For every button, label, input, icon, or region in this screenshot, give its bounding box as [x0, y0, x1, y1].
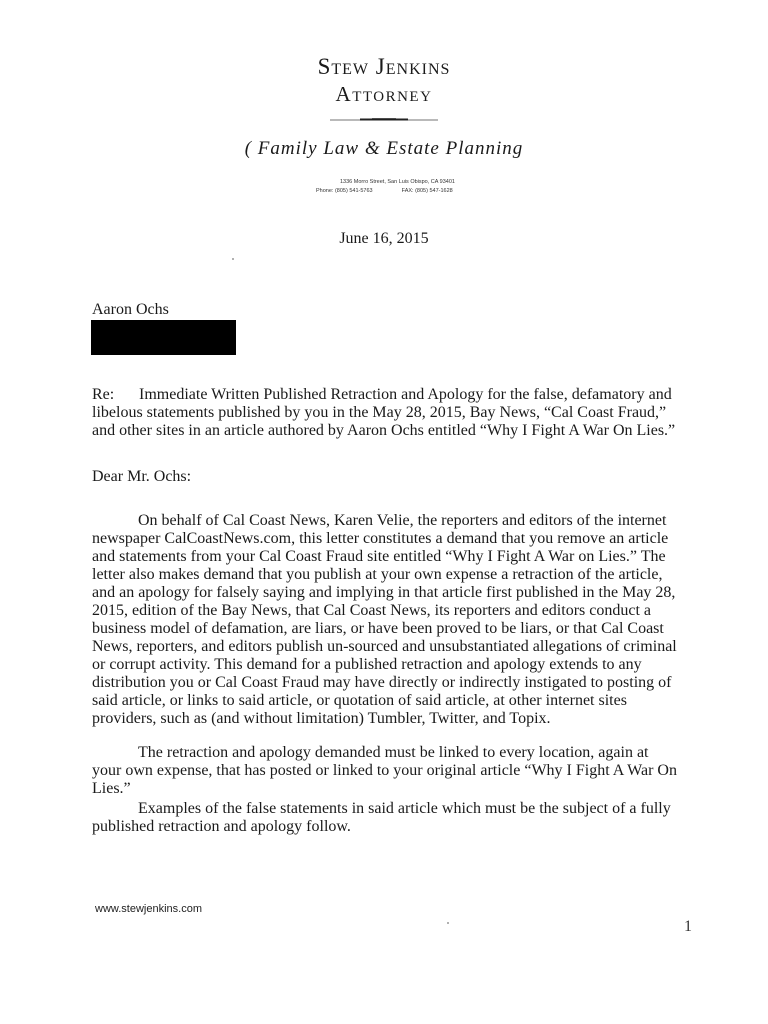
body-paragraph-2: The retraction and apology demanded must be linked to every location, again at your own expense, that has posted or linked to your original article “Why I Fight A War On Lies.” [92, 744, 677, 797]
body-paragraph-1: On behalf of Cal Coast News, Karen Velie, the reporters and editors of the internet newspaper CalCoastNews.com, this letter constitutes a demand that you remove an article and statements from your Cal Coast Fraud site entitled “Why I Fight A War on Lies.” The letter also makes demand that you publish at your own expense a retraction of the article, and an apology for falsely saying and implying in that article first published in the May 28, 2015, edition of the Bay News, that Cal Coast News, its reporters and editors conduct a business model of defamation, are liars, or have been proved to be liars, or that Cal Coast News, reporters, and editors publish un-sourced and unsubstantiated allegations of criminal or corrupt activity. This demand for a published retraction and apology extends to any distribution you or Cal Coast Fraud may have directly or indirectly instigated to posting of said article, or links to said article, or quotation of said article, at other internet sites providers, such as (and without limitation) Tumbler, Twitter, and Topix. [92, 512, 677, 727]
re-label: Re: [92, 386, 115, 403]
letterhead-name: Stew Jenkins [317, 54, 451, 79]
letterhead-tagline: ( Family Law & Estate Planning [244, 138, 524, 159]
letterhead-fax: FAX: (805) 547-1628 [401, 188, 453, 194]
letterhead-ornament-rule [330, 118, 438, 122]
re-subject: Immediate Written Published Retraction and Apology for the false, defamatory and libelous statements published by you in the May 28, 2015, Bay News, “Cal Coast Fraud,” and other sites in an article authored by Aaron Ochs entitled “Why I Fight A War On Lies.” [92, 386, 676, 439]
letterhead-address: 1336 Morro Street, San Luis Obispo, CA 93401 [340, 179, 455, 185]
letter-date: June 16, 2015 [339, 230, 429, 247]
letterhead-phone-fax [316, 187, 536, 196]
page-number: 1 [684, 918, 692, 935]
letterhead-phone: Phone: (805) 541-5763 [316, 188, 373, 194]
letterhead-contact [316, 178, 536, 196]
letterhead-title: Attorney [335, 82, 433, 106]
re-line [92, 386, 678, 440]
footer-website: www.stewjenkins.com [95, 903, 202, 915]
scan-speck [232, 258, 234, 260]
recipient-name: Aaron Ochs [92, 301, 169, 318]
scan-speck [447, 922, 449, 924]
redacted-address-block [91, 320, 236, 355]
body-paragraph-3: Examples of the false statements in said article which must be the subject of a fully published retraction and apology follow. [92, 800, 671, 835]
salutation: Dear Mr. Ochs: [92, 468, 192, 485]
